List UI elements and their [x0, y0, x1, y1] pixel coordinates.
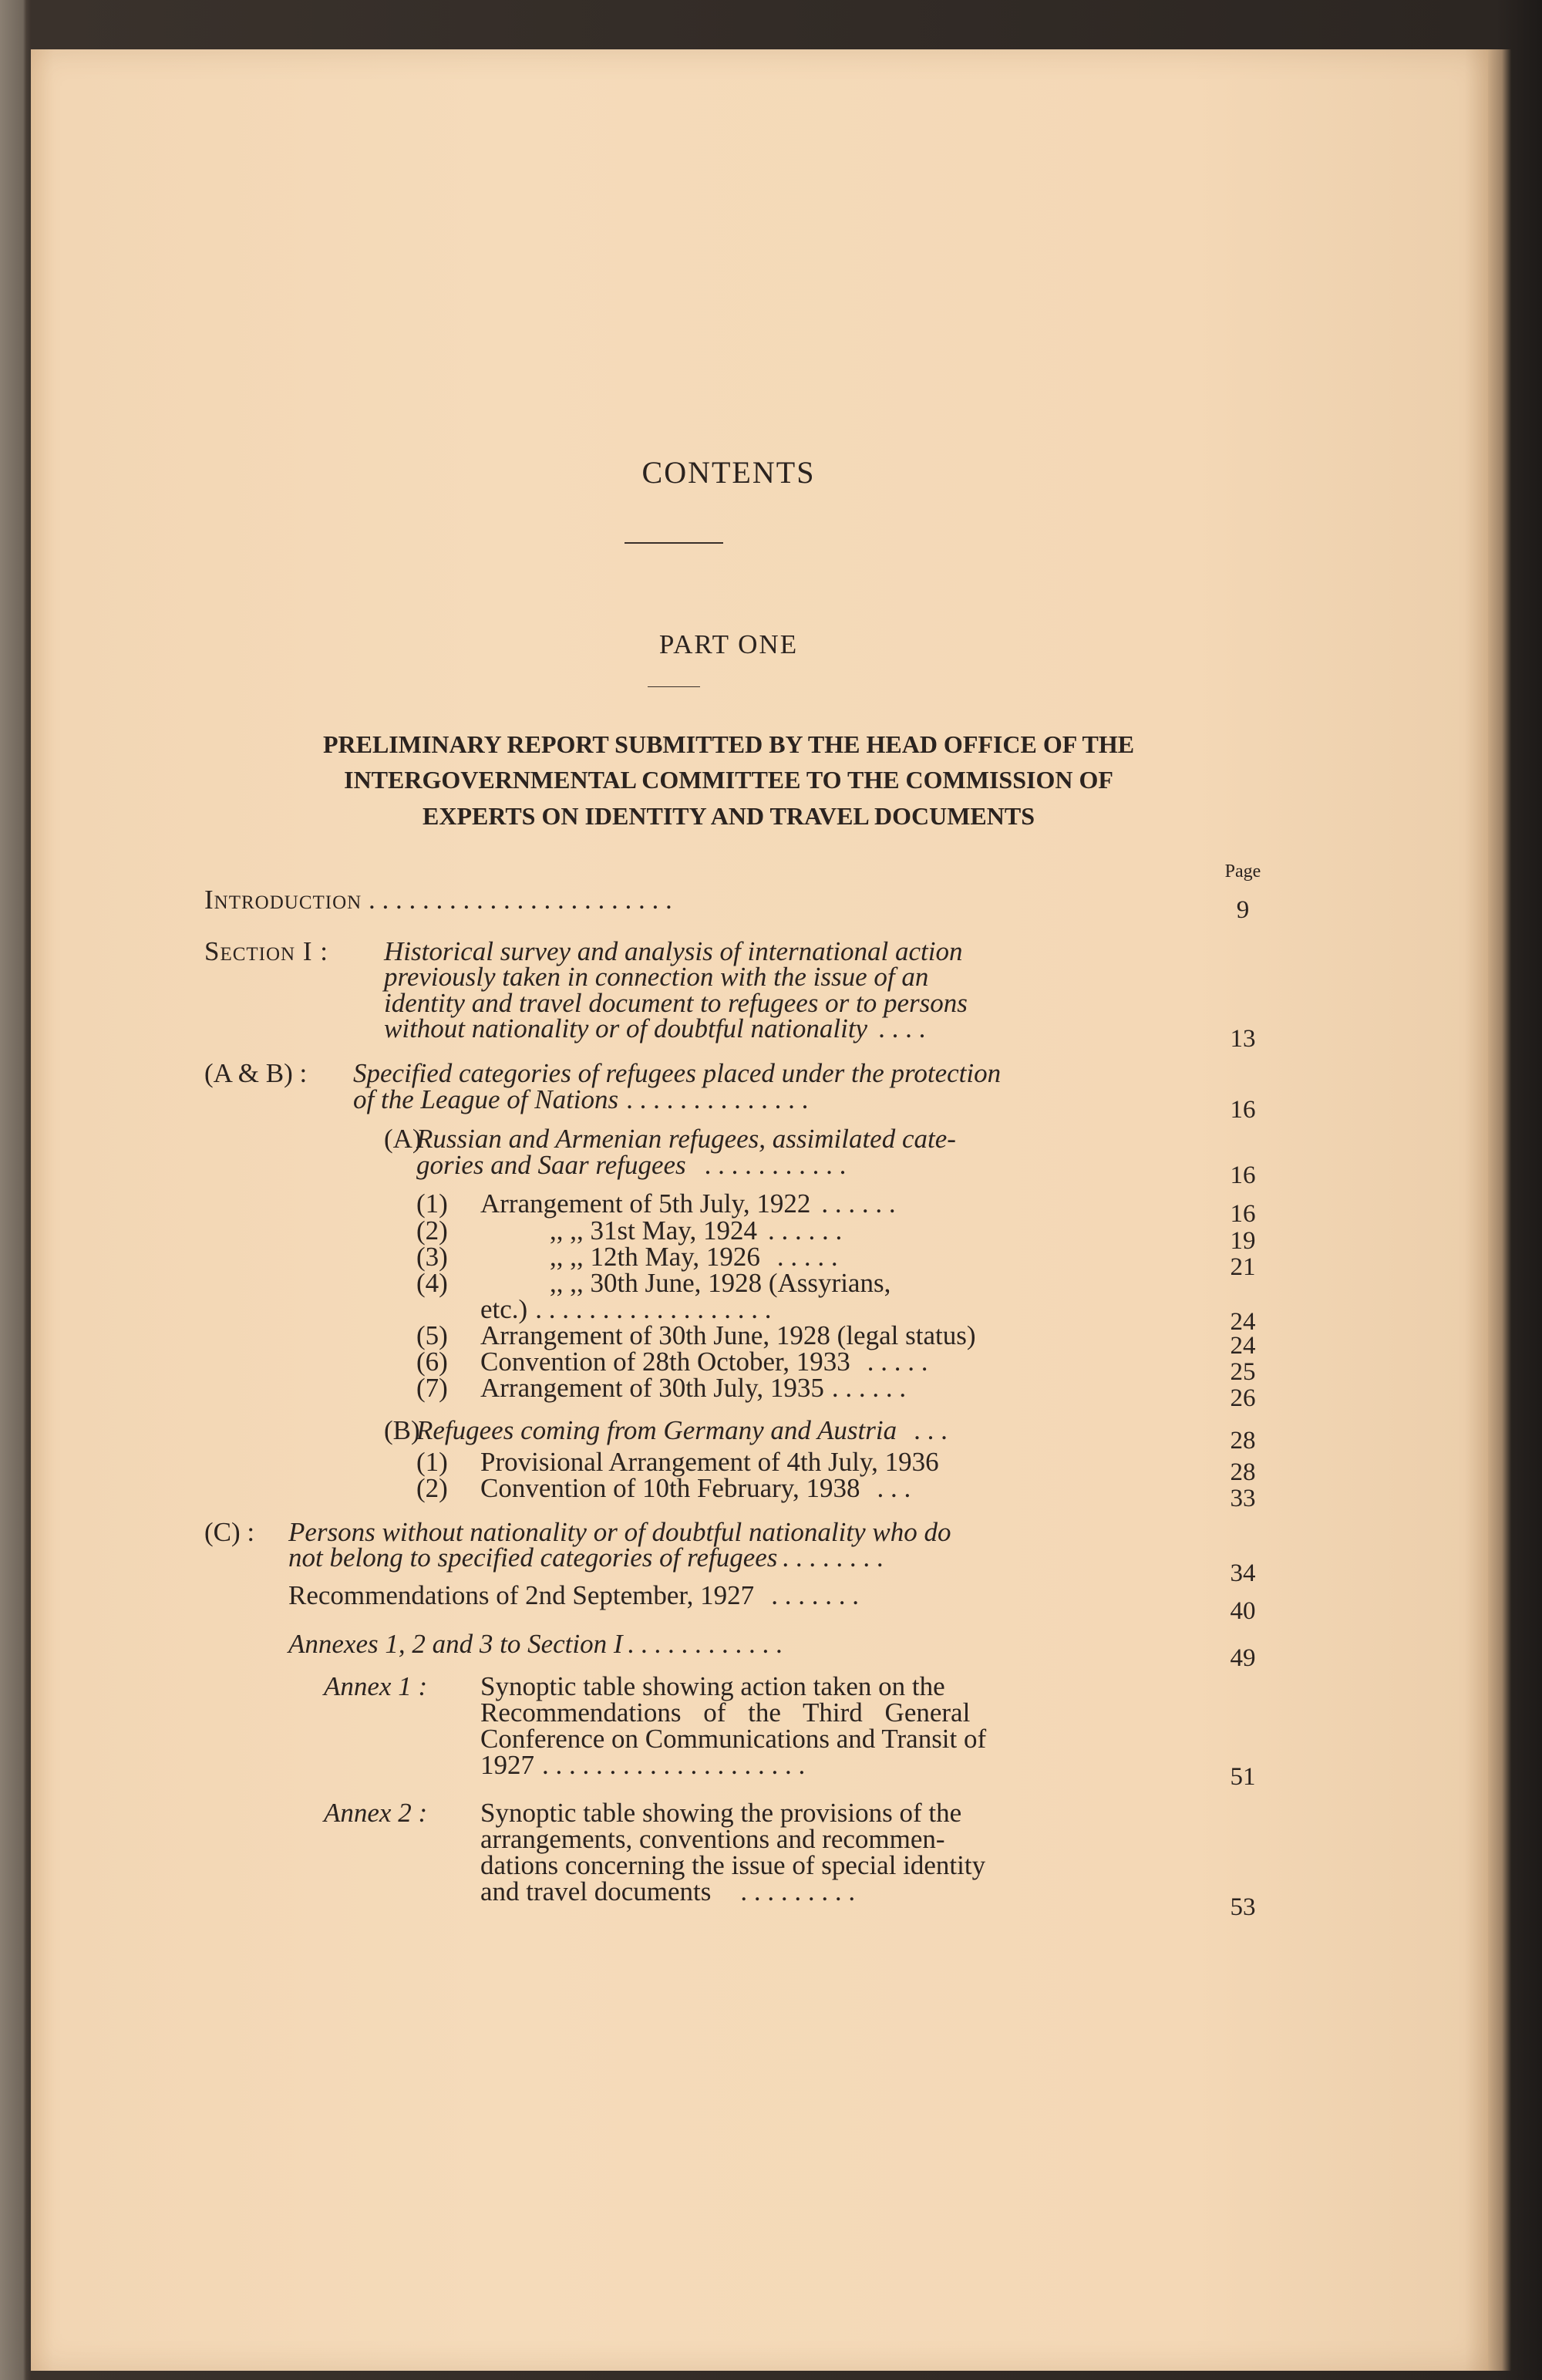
b-item-1: Provisional Arrangement of 4th July, 1936 — [480, 1447, 939, 1477]
annexes-line: Annexes 1, 2 and 3 to Section I . . . . . . . . . . . . — [288, 1629, 783, 1659]
title-divider — [625, 542, 723, 544]
annex1-line-1: Synoptic table showing action taken on the — [480, 1671, 945, 1701]
annex1-page: 51 — [1230, 1763, 1256, 1791]
c-line-2: not belong to specified categories of refugees . . . . . . . . — [288, 1542, 884, 1573]
b-page: 28 — [1230, 1427, 1256, 1455]
a-item-6: Convention of 28th October, 1933 . . . . . — [480, 1347, 928, 1377]
b-item-1-page: 28 — [1230, 1458, 1256, 1486]
report-heading-line-3: EXPERTS ON IDENTITY AND TRAVEL DOCUMENTS — [422, 802, 1035, 830]
c-page: 34 — [1230, 1559, 1256, 1587]
c-line-1: Persons without nationality or of doubtful nationality who do — [288, 1517, 951, 1547]
a-dots: . . . . . . . . . . . — [704, 1150, 847, 1180]
a-item-7-page: 26 — [1230, 1384, 1256, 1412]
page-edge — [1488, 49, 1511, 2371]
annex2-page: 53 — [1230, 1893, 1256, 1921]
introduction-label: Introduction — [204, 885, 362, 915]
part-divider — [648, 686, 700, 687]
a-line-1: Russian and Armenian refugees, assimilated cate- — [416, 1124, 956, 1154]
a-item-3: ,, ,, 12th May, 1926 . . . . . — [550, 1242, 838, 1272]
b-item-2-page: 33 — [1230, 1485, 1256, 1512]
section1-line-1: Historical survey and analysis of international action — [384, 936, 963, 966]
a-item-7: Arrangement of 30th July, 1935 . . . . . . — [480, 1373, 907, 1403]
a-item-4-page: 24 — [1230, 1308, 1256, 1336]
ab-line-1: Specified categories of refugees placed under the protection — [353, 1058, 1002, 1088]
a-item-3-page: 21 — [1230, 1253, 1256, 1281]
a-page: 16 — [1230, 1161, 1256, 1189]
section1-label: Section I : — [204, 936, 328, 966]
ab-line-2: of the League of Nations . . . . . . . . . . . . . . — [353, 1084, 809, 1114]
a-label: (A) — [384, 1124, 422, 1154]
a-item-1-page: 16 — [1230, 1200, 1256, 1228]
ab-page: 16 — [1230, 1096, 1256, 1124]
b-line: Refugees coming from Germany and Austria . . . — [416, 1415, 948, 1445]
report-heading-line-2: INTERGOVERNMENTAL COMMITTEE TO THE COMMISSION OF — [344, 766, 1113, 794]
b-label: (B) — [384, 1415, 420, 1445]
section1-line-3: identity and travel document to refugees or to persons — [384, 988, 968, 1018]
a-item-3-num: (3) — [416, 1242, 448, 1272]
a-item-6-num: (6) — [416, 1347, 448, 1377]
recommendations-page: 40 — [1230, 1597, 1256, 1625]
b-item-1-num: (1) — [416, 1447, 448, 1477]
recommendations-line: Recommendations of 2nd September, 1927 . . . . . . . — [288, 1580, 859, 1610]
annex1-label: Annex 1 : — [324, 1671, 428, 1701]
document-page — [31, 49, 1488, 2371]
page-column-label: Page — [1224, 861, 1261, 882]
a-line-2: gories and Saar refugees . . . . . . . . . . . — [416, 1150, 847, 1180]
annexes-page: 49 — [1230, 1644, 1256, 1672]
a-item-4: ,, ,, 30th June, 1928 (Assyrians, — [550, 1268, 891, 1298]
report-heading-line-1: PRELIMINARY REPORT SUBMITTED BY THE HEAD OFFICE OF THE — [322, 730, 1135, 758]
a-item-2: ,, ,, 31st May, 1924 . . . . . . — [550, 1215, 843, 1246]
b-item-2-num: (2) — [416, 1473, 448, 1503]
annex1-line-4: 1927 . . . . . . . . . . . . . . . . . . . . — [480, 1750, 806, 1780]
toc-entry-introduction — [204, 885, 672, 915]
a-item-5-num: (5) — [416, 1320, 448, 1350]
introduction-page: 9 — [1236, 896, 1250, 924]
introduction-dots: . . . . . . . . . . . . . . . . . . . . . . . — [362, 885, 672, 915]
a-item-2-num: (2) — [416, 1215, 448, 1246]
section1-page: 13 — [1230, 1025, 1256, 1053]
annex1-line-3: Conference on Communications and Transit of — [480, 1724, 987, 1754]
a-item-4-cont: etc.) . . . . . . . . . . . . . . . . . . — [480, 1294, 772, 1324]
a-item-5-page: 24 — [1230, 1332, 1256, 1360]
a-item-6-page: 25 — [1230, 1358, 1256, 1386]
a-item-1-num: (1) — [416, 1188, 448, 1219]
contents-title: CONTENTS — [641, 455, 816, 490]
ab-label: (A & B) : — [204, 1058, 308, 1088]
section1-line-4: without nationality or of doubtful nationality . . . . — [384, 1013, 926, 1043]
a-item-1: Arrangement of 5th July, 1922 . . . . . . — [480, 1188, 896, 1219]
annex2-line-2: arrangements, conventions and recommen- — [480, 1824, 945, 1854]
a-item-5: Arrangement of 30th June, 1928 (legal status) — [480, 1320, 976, 1350]
a-item-2-page: 19 — [1230, 1227, 1256, 1255]
section1-dots: . . . . — [878, 1013, 926, 1043]
a-item-7-num: (7) — [416, 1373, 448, 1403]
annex2-line-4: and travel documents . . . . . . . . . — [480, 1876, 856, 1906]
b-item-2: Convention of 10th February, 1938 . . . — [480, 1473, 911, 1503]
ab-dots: . . . . . . . . . . . . . . — [626, 1084, 809, 1114]
annex2-line-3: dations concerning the issue of special identity — [480, 1850, 986, 1880]
part-title: PART ONE — [658, 629, 799, 659]
annex2-line-1: Synoptic table showing the provisions of the — [480, 1798, 962, 1828]
annex2-label: Annex 2 : — [324, 1798, 428, 1828]
annex1-line-2: Recommendations of the Third General — [480, 1697, 971, 1728]
a-item-4-num: (4) — [416, 1268, 448, 1298]
c-label: (C) : — [204, 1517, 255, 1547]
section1-line-2: previously taken in connection with the issue of an — [384, 962, 929, 992]
